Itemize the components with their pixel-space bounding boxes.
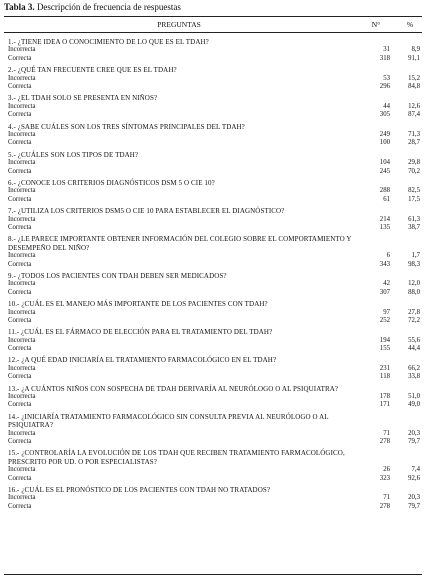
answer-count: 194 xyxy=(379,336,390,344)
answer-label: Correcta xyxy=(8,401,32,409)
question-block xyxy=(4,300,422,325)
answer-label: Correcta xyxy=(8,54,32,62)
answer-count: 323 xyxy=(379,474,390,482)
question-block xyxy=(4,123,422,148)
answer-row xyxy=(4,280,422,288)
answer-percent: 28,7 xyxy=(408,139,420,147)
answer-percent: 51,0 xyxy=(408,393,420,401)
answer-count: 305 xyxy=(379,111,390,119)
answer-row xyxy=(4,503,422,511)
answer-count: 245 xyxy=(379,167,390,175)
answer-row xyxy=(4,393,422,401)
answer-percent: 87,4 xyxy=(408,111,420,119)
answer-label: Incorrecta xyxy=(8,102,36,110)
answer-row xyxy=(4,317,422,325)
table-caption xyxy=(4,2,181,13)
answer-row xyxy=(4,46,422,54)
answer-percent: 91,1 xyxy=(408,54,420,62)
answer-row xyxy=(4,365,422,373)
answer-label: Correcta xyxy=(8,373,32,381)
question-block xyxy=(4,328,422,353)
top-rule xyxy=(4,16,422,17)
answer-label: Correcta xyxy=(8,82,32,90)
answer-percent: 1,7 xyxy=(411,252,420,260)
question-text: 12.- ¿A QUÉ EDAD INICIARÍA EL TRATAMIENTO FARMACOLÓGICO EN EL TDAH? xyxy=(8,356,277,365)
answer-count: 296 xyxy=(379,82,390,90)
answer-count: 249 xyxy=(379,130,390,138)
answer-row xyxy=(4,466,422,474)
answer-label: Correcta xyxy=(8,111,32,119)
answer-row xyxy=(4,139,422,147)
answer-count: 42 xyxy=(383,280,390,288)
answer-row xyxy=(4,196,422,204)
answer-count: 118 xyxy=(380,373,390,381)
answer-label: Correcta xyxy=(8,438,32,446)
answer-count: 71 xyxy=(383,494,390,502)
answer-percent: 84,8 xyxy=(408,82,420,90)
question-text: 10.- ¿CUÁL ES EL MANEJO MÁS IMPORTANTE DE LOS PACIENTES CON TDAH? xyxy=(8,300,268,309)
answer-label: Incorrecta xyxy=(8,336,36,344)
answer-count: 278 xyxy=(379,502,390,510)
answer-percent: 44,4 xyxy=(408,345,420,353)
question-block xyxy=(4,38,422,63)
question-block xyxy=(4,449,422,483)
answer-percent: 7,4 xyxy=(411,466,420,474)
answer-percent: 17,5 xyxy=(408,195,420,203)
answer-row xyxy=(4,216,422,224)
answer-count: 97 xyxy=(383,308,390,316)
answer-count: 288 xyxy=(379,187,390,195)
answer-count: 155 xyxy=(379,345,390,353)
answer-row xyxy=(4,475,422,483)
question-block xyxy=(4,151,422,176)
answer-label: Correcta xyxy=(8,167,32,175)
answer-row xyxy=(4,494,422,502)
question-text: 8.- ¿LE PARECE IMPORTANTE OBTENER INFORMACIÓN DEL COLEGIO SOBRE EL COMPORTAMIENTO Y DESEMPEÑO DEL NIÑO? xyxy=(8,235,352,252)
answer-percent: 27,8 xyxy=(408,308,420,316)
answer-label: Correcta xyxy=(8,260,32,268)
answer-row xyxy=(4,187,422,195)
question-text: 4.- ¿SABE CUÁLES SON LOS TRES SÍNTOMAS PRINCIPALES DEL TDAH? xyxy=(8,122,245,131)
answer-count: 343 xyxy=(379,260,390,268)
question-text: 5.- ¿CUÁLES SON LOS TIPOS DE TDAH? xyxy=(8,150,139,159)
question-block xyxy=(4,486,422,511)
answer-percent: 82,5 xyxy=(408,187,420,195)
answer-row xyxy=(4,373,422,381)
answer-row xyxy=(4,83,422,91)
answer-count: 178 xyxy=(379,393,390,401)
answer-label: Incorrecta xyxy=(8,280,36,288)
question-text: 6.- ¿CONOCE LOS CRITERIOS DIAGNÓSTICOS DSM 5 O CIE 10? xyxy=(8,178,215,187)
answer-count: 252 xyxy=(379,316,390,324)
question-text: 11.- ¿CUÁL ES EL FÁRMACO DE ELECCIÓN PARA EL TRATAMIENTO DEL TDAH? xyxy=(8,328,273,337)
answer-percent: 55,6 xyxy=(408,336,420,344)
answer-count: 171 xyxy=(379,401,390,409)
header-percent: % xyxy=(406,20,414,29)
answer-percent: 71,3 xyxy=(408,130,420,138)
answer-row xyxy=(4,401,422,409)
answer-percent: 12,6 xyxy=(408,102,420,110)
question-block xyxy=(4,207,422,232)
answer-percent: 33,8 xyxy=(408,373,420,381)
answer-label: Correcta xyxy=(8,139,32,147)
table-header xyxy=(4,18,422,31)
answer-percent: 20,3 xyxy=(408,429,420,437)
answer-count: 71 xyxy=(383,429,390,437)
answer-label: Incorrecta xyxy=(8,252,36,260)
answer-count: 214 xyxy=(379,215,390,223)
question-block xyxy=(4,66,422,91)
question-text: 3.- ¿EL TDAH SOLO SE PRESENTA EN NIÑOS? xyxy=(8,94,158,103)
answer-count: 53 xyxy=(383,74,390,82)
answer-row xyxy=(4,224,422,232)
answer-row xyxy=(4,168,422,176)
answer-count: 278 xyxy=(379,438,390,446)
answer-count: 26 xyxy=(383,466,390,474)
answer-count: 231 xyxy=(379,364,390,372)
answer-percent: 79,7 xyxy=(408,438,420,446)
question-text: 15.- ¿CONTROLARÍA LA EVOLUCIÓN DE LOS TDAH QUE RECIBEN TRATAMIENTO FARMACOLÓGICO, PRESCRITO POR UD. O POR ESPECIALISTAS? xyxy=(8,449,345,466)
question-block xyxy=(4,179,422,204)
question-text: 16.- ¿CUÁL ES EL PRONÓSTICO DE LOS PACIENTES CON TDAH NO TRATADOS? xyxy=(8,486,271,495)
answer-label: Correcta xyxy=(8,223,32,231)
table-title: Descripción de frecuencia de respuestas xyxy=(34,2,181,12)
question-block xyxy=(4,413,422,447)
answer-label: Incorrecta xyxy=(8,308,36,316)
answer-percent: 79,7 xyxy=(408,502,420,510)
answer-label: Incorrecta xyxy=(8,187,36,195)
question-block xyxy=(4,235,422,269)
answer-row xyxy=(4,55,422,63)
answer-count: 100 xyxy=(379,139,390,147)
answer-label: Correcta xyxy=(8,474,32,482)
answer-percent: 72,2 xyxy=(408,316,420,324)
answer-row xyxy=(4,430,422,438)
answer-count: 318 xyxy=(379,54,390,62)
question-text: 7.- ¿UTILIZA LOS CRITERIOS DSM5 O CIE 10 PARA ESTABLECER EL DIAGNÓSTICO? xyxy=(8,207,285,216)
question-block xyxy=(4,356,422,381)
answer-count: 44 xyxy=(383,102,390,110)
answer-percent: 15,2 xyxy=(408,74,420,82)
header-preguntas: PREGUNTAS xyxy=(157,20,201,29)
question-text: 2.- ¿QUÉ TAN FRECUENTE CREE QUE ES EL TDAH? xyxy=(8,66,177,75)
answer-percent: 20,3 xyxy=(408,494,420,502)
answer-percent: 12,0 xyxy=(408,280,420,288)
answer-count: 104 xyxy=(379,159,390,167)
answer-percent: 92,6 xyxy=(408,474,420,482)
answer-row xyxy=(4,345,422,353)
answer-label: Incorrecta xyxy=(8,466,36,474)
question-text: 14.- ¿INICIARÍA TRATAMIENTO FARMACOLÓGICO SIN CONSULTA PREVIA AL NEURÓLOGO O AL PSIQUIATRA? xyxy=(8,412,329,430)
answer-label: Incorrecta xyxy=(8,46,36,54)
question-text: 9.- ¿TODOS LOS PACIENTES CON TDAH DEBEN SER MEDICADOS? xyxy=(8,271,227,280)
answer-label: Incorrecta xyxy=(8,393,36,401)
answer-label: Incorrecta xyxy=(8,130,36,138)
question-block xyxy=(4,272,422,297)
answer-count: 307 xyxy=(379,288,390,296)
answer-percent: 88,0 xyxy=(408,288,420,296)
answer-row xyxy=(4,261,422,269)
answer-count: 135 xyxy=(379,223,390,231)
answer-row xyxy=(4,438,422,446)
answer-label: Incorrecta xyxy=(8,159,36,167)
answer-row xyxy=(4,159,422,167)
bottom-rule xyxy=(4,574,422,575)
answer-percent: 38,7 xyxy=(408,223,420,231)
question-block xyxy=(4,385,422,410)
answer-row xyxy=(4,75,422,83)
answer-label: Incorrecta xyxy=(8,74,36,82)
header-n: N° xyxy=(371,20,381,29)
answer-label: Correcta xyxy=(8,502,32,510)
answer-percent: 29,8 xyxy=(408,159,420,167)
question-block xyxy=(4,94,422,119)
answer-label: Correcta xyxy=(8,195,32,203)
question-text: 1.- ¿TIENE IDEA O CONOCIMIENTO DE LO QUE ES EL TDAH? xyxy=(8,38,209,46)
answer-label: Correcta xyxy=(8,345,32,353)
answer-percent: 70,2 xyxy=(408,167,420,175)
answer-count: 31 xyxy=(383,46,390,54)
answer-percent: 49,0 xyxy=(408,401,420,409)
answer-percent: 98,3 xyxy=(408,260,420,268)
answer-label: Incorrecta xyxy=(8,364,36,372)
answer-percent: 61,3 xyxy=(408,215,420,223)
answer-label: Correcta xyxy=(8,288,32,296)
answer-percent: 8,9 xyxy=(411,46,420,54)
answer-label: Correcta xyxy=(8,316,32,324)
answer-count: 61 xyxy=(383,195,390,203)
answer-count: 6 xyxy=(386,252,390,260)
answer-row xyxy=(4,309,422,317)
answer-row xyxy=(4,131,422,139)
table-number: Tabla 3. xyxy=(4,2,35,12)
answer-label: Incorrecta xyxy=(8,215,36,223)
header-rule xyxy=(4,32,422,33)
answer-row xyxy=(4,252,422,260)
answer-row xyxy=(4,103,422,111)
answer-row xyxy=(4,337,422,345)
answer-label: Incorrecta xyxy=(8,429,36,437)
question-text: 13.- ¿A CUÁNTOS NIÑOS CON SOSPECHA DE TDAH DERIVARÍA AL NEURÓLOGO O AL PSIQUIATRA? xyxy=(8,384,339,393)
table-body xyxy=(4,38,422,514)
answer-label: Incorrecta xyxy=(8,494,36,502)
answer-row xyxy=(4,289,422,297)
answer-percent: 66,2 xyxy=(408,364,420,372)
answer-row xyxy=(4,111,422,119)
